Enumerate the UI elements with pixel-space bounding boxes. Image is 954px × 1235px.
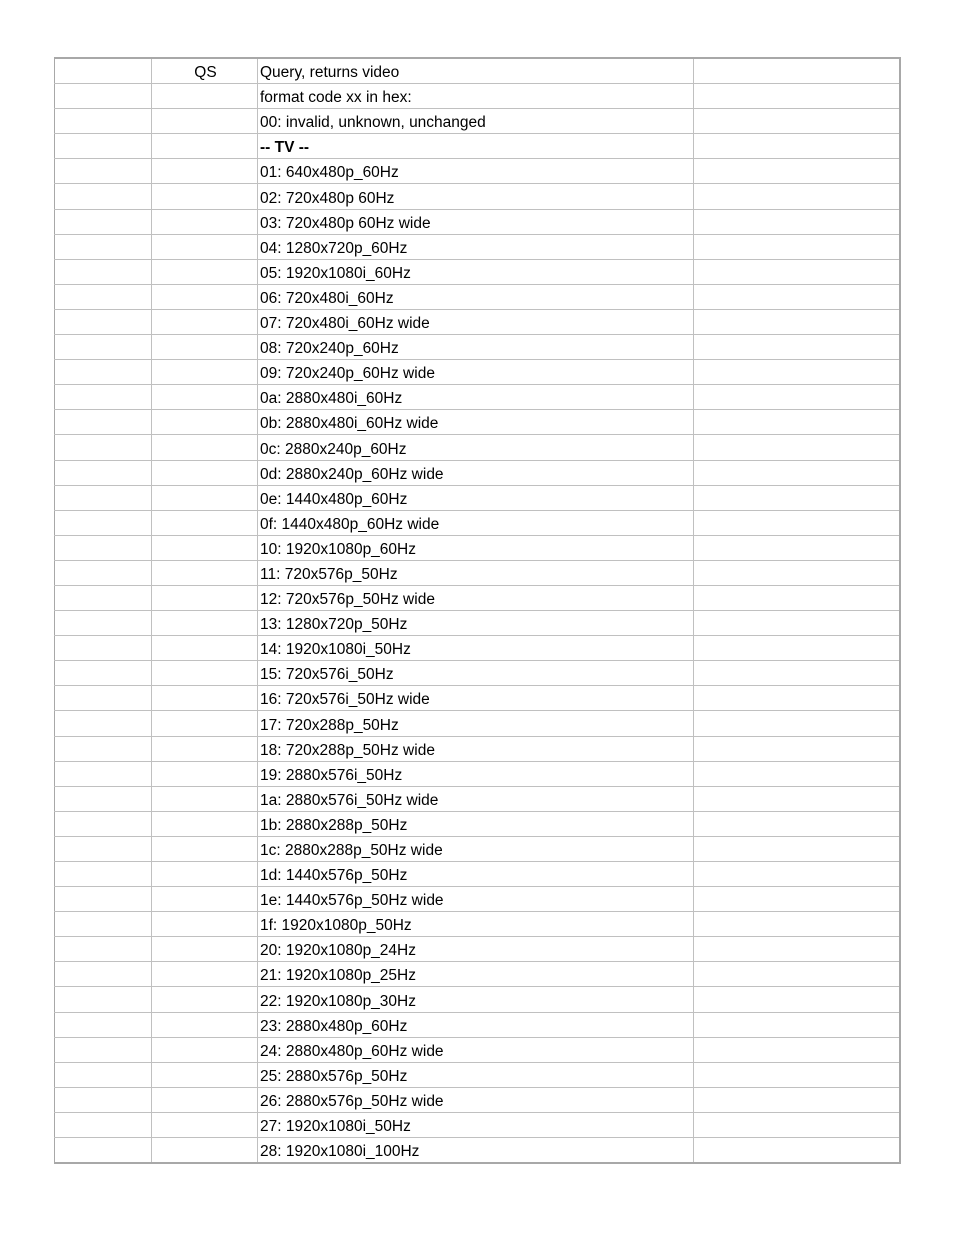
- notes-cell: [694, 335, 901, 360]
- table-row: [55, 836, 901, 861]
- description-cell: 06: 720x480i_60Hz: [258, 284, 694, 309]
- description-cell: format code xx in hex:: [258, 84, 694, 109]
- empty-cell: [55, 58, 152, 84]
- empty-cell: [55, 912, 152, 937]
- empty-cell: [55, 1138, 152, 1164]
- description-cell: 1c: 2880x288p_50Hz wide: [258, 836, 694, 861]
- empty-cell: [55, 1012, 152, 1037]
- empty-cell: [55, 109, 152, 134]
- description-cell: 11: 720x576p_50Hz: [258, 560, 694, 585]
- notes-cell: [694, 460, 901, 485]
- empty-cell: [55, 159, 152, 184]
- description-cell: 19: 2880x576i_50Hz: [258, 761, 694, 786]
- description-cell: 17: 720x288p_50Hz: [258, 711, 694, 736]
- table-row: [55, 134, 901, 159]
- notes-cell: [694, 284, 901, 309]
- notes-cell: [694, 1037, 901, 1062]
- table-row: [55, 636, 901, 661]
- command-code-cell: [152, 611, 258, 636]
- empty-cell: [55, 560, 152, 585]
- description-cell: 09: 720x240p_60Hz wide: [258, 360, 694, 385]
- empty-cell: [55, 510, 152, 535]
- notes-cell: [694, 1087, 901, 1112]
- empty-cell: [55, 636, 152, 661]
- empty-cell: [55, 535, 152, 560]
- notes-cell: [694, 485, 901, 510]
- description-cell: 22: 1920x1080p_30Hz: [258, 987, 694, 1012]
- table-row: [55, 736, 901, 761]
- command-code-cell: [152, 134, 258, 159]
- notes-cell: [694, 1012, 901, 1037]
- notes-cell: [694, 1062, 901, 1087]
- table-row: [55, 309, 901, 334]
- command-code-cell: [152, 510, 258, 535]
- description-cell: 03: 720x480p 60Hz wide: [258, 209, 694, 234]
- notes-cell: [694, 786, 901, 811]
- notes-cell: [694, 410, 901, 435]
- notes-cell: [694, 1138, 901, 1164]
- command-code-cell: [152, 360, 258, 385]
- command-code-cell: [152, 786, 258, 811]
- description-cell: 0e: 1440x480p_60Hz: [258, 485, 694, 510]
- table-row: [55, 1037, 901, 1062]
- empty-cell: [55, 862, 152, 887]
- description-cell: 25: 2880x576p_50Hz: [258, 1062, 694, 1087]
- command-code-cell: [152, 686, 258, 711]
- command-code-cell: [152, 761, 258, 786]
- description-cell: 0f: 1440x480p_60Hz wide: [258, 510, 694, 535]
- table-row: [55, 360, 901, 385]
- table-row: [55, 284, 901, 309]
- description-cell: 24: 2880x480p_60Hz wide: [258, 1037, 694, 1062]
- command-code-cell: [152, 1138, 258, 1164]
- empty-cell: [55, 711, 152, 736]
- description-cell: 1f: 1920x1080p_50Hz: [258, 912, 694, 937]
- notes-cell: [694, 811, 901, 836]
- notes-cell: [694, 912, 901, 937]
- table-row: [55, 811, 901, 836]
- description-cell: 00: invalid, unknown, unchanged: [258, 109, 694, 134]
- table-row: [55, 761, 901, 786]
- command-code-cell: [152, 1062, 258, 1087]
- empty-cell: [55, 836, 152, 861]
- empty-cell: [55, 887, 152, 912]
- command-code-cell: [152, 736, 258, 761]
- description-cell: 20: 1920x1080p_24Hz: [258, 937, 694, 962]
- table-body: [55, 58, 901, 1163]
- command-code-cell: [152, 1012, 258, 1037]
- empty-cell: [55, 385, 152, 410]
- notes-cell: [694, 585, 901, 610]
- description-cell: 1e: 1440x576p_50Hz wide: [258, 887, 694, 912]
- description-cell: 13: 1280x720p_50Hz: [258, 611, 694, 636]
- command-code-cell: [152, 309, 258, 334]
- description-cell: 10: 1920x1080p_60Hz: [258, 535, 694, 560]
- notes-cell: [694, 636, 901, 661]
- command-code-cell: [152, 84, 258, 109]
- empty-cell: [55, 585, 152, 610]
- command-code-cell: [152, 335, 258, 360]
- description-cell: 18: 720x288p_50Hz wide: [258, 736, 694, 761]
- command-code-cell: [152, 937, 258, 962]
- table-row: [55, 510, 901, 535]
- command-code-cell: QS: [152, 58, 258, 84]
- table-row: [55, 887, 901, 912]
- table-row: [55, 686, 901, 711]
- command-code-cell: [152, 987, 258, 1012]
- empty-cell: [55, 1037, 152, 1062]
- notes-cell: [694, 836, 901, 861]
- notes-cell: [694, 84, 901, 109]
- command-code-cell: [152, 385, 258, 410]
- notes-cell: [694, 560, 901, 585]
- description-cell: 16: 720x576i_50Hz wide: [258, 686, 694, 711]
- command-code-cell: [152, 836, 258, 861]
- notes-cell: [694, 686, 901, 711]
- command-code-cell: [152, 661, 258, 686]
- description-cell: 07: 720x480i_60Hz wide: [258, 309, 694, 334]
- description-cell: 0d: 2880x240p_60Hz wide: [258, 460, 694, 485]
- empty-cell: [55, 686, 152, 711]
- table-row: [55, 184, 901, 209]
- notes-cell: [694, 309, 901, 334]
- empty-cell: [55, 811, 152, 836]
- notes-cell: [694, 109, 901, 134]
- notes-cell: [694, 711, 901, 736]
- description-cell: 04: 1280x720p_60Hz: [258, 234, 694, 259]
- description-cell: 01: 640x480p_60Hz: [258, 159, 694, 184]
- notes-cell: [694, 58, 901, 84]
- table-row: [55, 335, 901, 360]
- command-code-cell: [152, 560, 258, 585]
- description-cell: Query, returns video: [258, 58, 694, 84]
- command-code-cell: [152, 535, 258, 560]
- empty-cell: [55, 410, 152, 435]
- empty-cell: [55, 460, 152, 485]
- command-code-cell: [152, 460, 258, 485]
- command-code-cell: [152, 912, 258, 937]
- command-code-cell: [152, 209, 258, 234]
- notes-cell: [694, 611, 901, 636]
- empty-cell: [55, 360, 152, 385]
- empty-cell: [55, 1062, 152, 1087]
- empty-cell: [55, 962, 152, 987]
- description-cell: 28: 1920x1080i_100Hz: [258, 1138, 694, 1164]
- notes-cell: [694, 234, 901, 259]
- notes-cell: [694, 360, 901, 385]
- empty-cell: [55, 259, 152, 284]
- table-row: [55, 585, 901, 610]
- command-table: [54, 57, 901, 1164]
- table-row: [55, 109, 901, 134]
- description-cell: 0b: 2880x480i_60Hz wide: [258, 410, 694, 435]
- empty-cell: [55, 1112, 152, 1137]
- notes-cell: [694, 385, 901, 410]
- table-row: [55, 786, 901, 811]
- empty-cell: [55, 335, 152, 360]
- description-cell: 0c: 2880x240p_60Hz: [258, 435, 694, 460]
- description-cell: 26: 2880x576p_50Hz wide: [258, 1087, 694, 1112]
- table-row: [55, 159, 901, 184]
- description-cell: 14: 1920x1080i_50Hz: [258, 636, 694, 661]
- command-code-cell: [152, 1087, 258, 1112]
- table-row: [55, 385, 901, 410]
- command-code-cell: [152, 184, 258, 209]
- notes-cell: [694, 435, 901, 460]
- notes-cell: [694, 209, 901, 234]
- description-cell: 1b: 2880x288p_50Hz: [258, 811, 694, 836]
- notes-cell: [694, 1112, 901, 1137]
- description-cell: 02: 720x480p 60Hz: [258, 184, 694, 209]
- notes-cell: [694, 887, 901, 912]
- table-row: [55, 259, 901, 284]
- notes-cell: [694, 661, 901, 686]
- notes-cell: [694, 962, 901, 987]
- command-code-cell: [152, 159, 258, 184]
- description-cell: 27: 1920x1080i_50Hz: [258, 1112, 694, 1137]
- table-row: [55, 435, 901, 460]
- description-cell: 08: 720x240p_60Hz: [258, 335, 694, 360]
- table-row: [55, 560, 901, 585]
- table-row: [55, 962, 901, 987]
- table-row: [55, 987, 901, 1012]
- empty-cell: [55, 184, 152, 209]
- description-cell: 23: 2880x480p_60Hz: [258, 1012, 694, 1037]
- empty-cell: [55, 209, 152, 234]
- empty-cell: [55, 84, 152, 109]
- empty-cell: [55, 234, 152, 259]
- table-row: [55, 611, 901, 636]
- table-row: [55, 711, 901, 736]
- notes-cell: [694, 937, 901, 962]
- table-row: [55, 937, 901, 962]
- table-row: [55, 58, 901, 84]
- command-code-cell: [152, 811, 258, 836]
- empty-cell: [55, 435, 152, 460]
- command-code-cell: [152, 636, 258, 661]
- command-code-cell: [152, 485, 258, 510]
- command-code-cell: [152, 711, 258, 736]
- table-row: [55, 460, 901, 485]
- empty-cell: [55, 309, 152, 334]
- table-row: [55, 410, 901, 435]
- notes-cell: [694, 761, 901, 786]
- empty-cell: [55, 736, 152, 761]
- table-row: [55, 485, 901, 510]
- table-row: [55, 84, 901, 109]
- table-row: [55, 234, 901, 259]
- description-cell: 0a: 2880x480i_60Hz: [258, 385, 694, 410]
- command-code-cell: [152, 585, 258, 610]
- command-code-cell: [152, 862, 258, 887]
- command-code-cell: [152, 234, 258, 259]
- table-row: [55, 1112, 901, 1137]
- empty-cell: [55, 284, 152, 309]
- description-cell: 15: 720x576i_50Hz: [258, 661, 694, 686]
- table-row: [55, 209, 901, 234]
- empty-cell: [55, 485, 152, 510]
- table-row: [55, 1087, 901, 1112]
- description-cell: -- TV --: [258, 134, 694, 159]
- empty-cell: [55, 134, 152, 159]
- command-code-cell: [152, 1037, 258, 1062]
- description-cell: 05: 1920x1080i_60Hz: [258, 259, 694, 284]
- empty-cell: [55, 1087, 152, 1112]
- description-cell: 1d: 1440x576p_50Hz: [258, 862, 694, 887]
- notes-cell: [694, 259, 901, 284]
- table-row: [55, 862, 901, 887]
- description-cell: 1a: 2880x576i_50Hz wide: [258, 786, 694, 811]
- command-code-cell: [152, 962, 258, 987]
- empty-cell: [55, 761, 152, 786]
- table-row: [55, 912, 901, 937]
- empty-cell: [55, 611, 152, 636]
- empty-cell: [55, 786, 152, 811]
- notes-cell: [694, 159, 901, 184]
- table-row: [55, 1012, 901, 1037]
- description-cell: 12: 720x576p_50Hz wide: [258, 585, 694, 610]
- empty-cell: [55, 987, 152, 1012]
- command-code-cell: [152, 887, 258, 912]
- notes-cell: [694, 862, 901, 887]
- empty-cell: [55, 937, 152, 962]
- table-row: [55, 661, 901, 686]
- notes-cell: [694, 736, 901, 761]
- command-code-cell: [152, 410, 258, 435]
- empty-cell: [55, 661, 152, 686]
- notes-cell: [694, 184, 901, 209]
- command-code-cell: [152, 284, 258, 309]
- notes-cell: [694, 134, 901, 159]
- notes-cell: [694, 987, 901, 1012]
- notes-cell: [694, 510, 901, 535]
- table-row: [55, 1138, 901, 1164]
- command-code-cell: [152, 435, 258, 460]
- table-row: [55, 535, 901, 560]
- command-code-cell: [152, 1112, 258, 1137]
- table-row: [55, 1062, 901, 1087]
- command-code-cell: [152, 109, 258, 134]
- command-code-cell: [152, 259, 258, 284]
- description-cell: 21: 1920x1080p_25Hz: [258, 962, 694, 987]
- notes-cell: [694, 535, 901, 560]
